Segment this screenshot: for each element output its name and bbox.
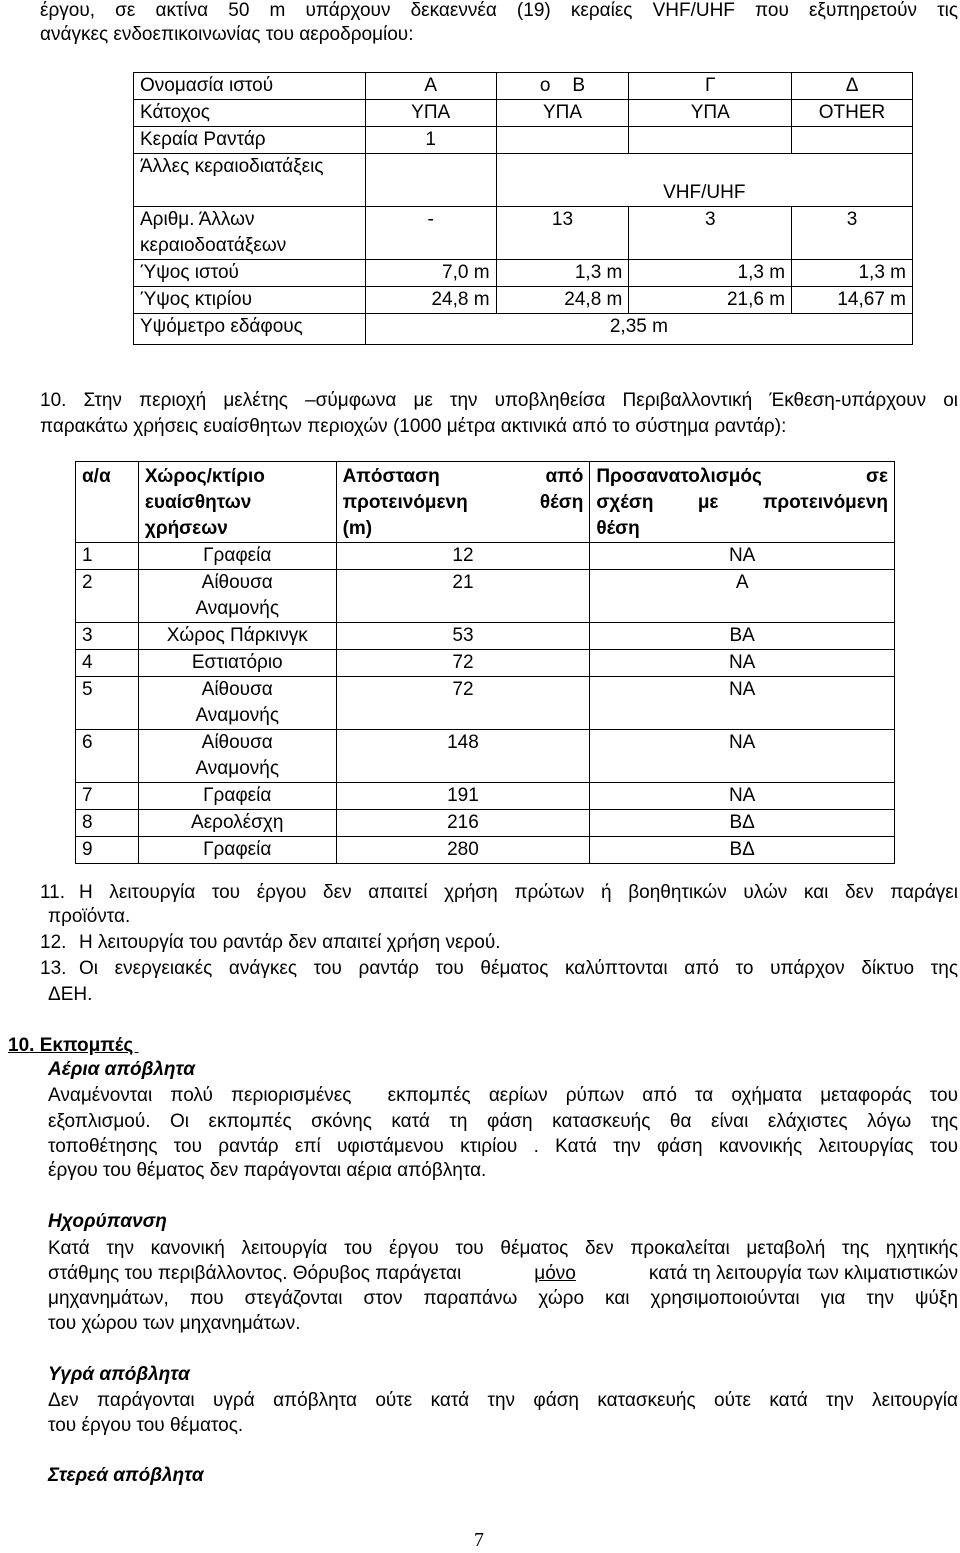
building-height-d: 14,67 m xyxy=(792,287,913,314)
count-label-2: κεραιοδοατάξεων xyxy=(140,235,287,256)
item-11-line-2: προϊόντα. xyxy=(48,906,131,927)
noise-line-4: του χώρου των μηχανημάτων. xyxy=(48,1313,301,1334)
header-dir-3: θέση xyxy=(596,518,640,539)
radar-a: 1 xyxy=(365,127,496,154)
liquid-line-1: Δεν παράγονται υγρά απόβλητα ούτε κατά την φάση κατασκευής ούτε κατά την λειτουργία xyxy=(48,1390,958,1411)
row-place-line-2: Αναμονής xyxy=(195,705,279,726)
row-direction: ΒΔ xyxy=(590,810,895,837)
header-dist-1b: από xyxy=(545,466,584,487)
noise-line-2-underlined: μόνο xyxy=(534,1263,576,1284)
table-row xyxy=(76,730,895,783)
ground-elevation-label: Υψόμετρο εδάφους xyxy=(134,314,366,345)
row-num: 7 xyxy=(76,783,139,810)
item-12-num: 12. xyxy=(40,932,67,953)
noise-line-2a: στάθμης του περιβάλλοντος. Θόρυβος παράγεται xyxy=(48,1263,467,1284)
row-direction: Α xyxy=(590,570,895,623)
solid-waste-title: Στερεά απόβλητα xyxy=(48,1465,204,1486)
building-height-a: 24,8 m xyxy=(365,287,496,314)
item-11-line-1: Η λειτουργία του έργου δεν απαιτεί χρήση πρώτων ή βοηθητικών υλών και δεν παράγει xyxy=(79,882,958,903)
header-dir-2b: με xyxy=(697,492,719,513)
header-dir-2a: σχέση xyxy=(596,492,654,513)
row-direction: ΝΑ xyxy=(590,543,895,570)
row-place-line-1: Αίθουσα xyxy=(201,732,273,753)
owner-d: OTHER xyxy=(792,100,913,127)
row-place xyxy=(138,730,336,783)
row-place xyxy=(138,783,336,810)
mast-table xyxy=(133,72,913,345)
row-place xyxy=(138,543,336,570)
air-waste-title: Αέρια απόβλητα xyxy=(48,1059,196,1080)
count-b: 13 xyxy=(496,207,629,260)
table-row xyxy=(76,810,895,837)
row-distance: 148 xyxy=(336,730,590,783)
row-direction: ΝΑ xyxy=(590,677,895,730)
row-num: 5 xyxy=(76,677,139,730)
air-line-2: εξοπλισμού. Οι εκπομπές σκόνης κατά τη φάση κατασκευής θα είναι ελάχιστες λόγω της xyxy=(48,1111,958,1132)
building-height-b: 24,8 m xyxy=(496,287,629,314)
row-place xyxy=(138,837,336,864)
row-distance: 216 xyxy=(336,810,590,837)
owner-b: ΥΠΑ xyxy=(496,100,629,127)
intro-line-2: ανάγκες ενδοεπικοινωνίας του αεροδρομίου: xyxy=(40,24,414,45)
ground-elevation-value: 2,35 m xyxy=(365,314,912,345)
count-label-1: Αριθμ. Άλλων xyxy=(140,209,255,230)
mast-d: Δ xyxy=(792,73,913,100)
table-row xyxy=(76,570,895,623)
table-row xyxy=(76,783,895,810)
row-place-line-1: Αίθουσα xyxy=(201,679,273,700)
mast-height-a: 7,0 m xyxy=(365,260,496,287)
row-num: 9 xyxy=(76,837,139,864)
header-place-1: Χώρος/κτίριο xyxy=(144,466,265,487)
row-place-line-1: Γραφεία xyxy=(203,785,272,806)
owner-g: ΥΠΑ xyxy=(629,100,792,127)
row-num: 1 xyxy=(76,543,139,570)
sensitive-uses-table xyxy=(75,461,895,864)
row-distance: 280 xyxy=(336,837,590,864)
row-place-line-1: Γραφεία xyxy=(203,545,272,566)
row-distance: 191 xyxy=(336,783,590,810)
count-g: 3 xyxy=(629,207,792,260)
table-row xyxy=(76,837,895,864)
row-num: 4 xyxy=(76,650,139,677)
row-num: 3 xyxy=(76,623,139,650)
noise-line-2b: κατά τη λειτουργία των κλιματιστικών xyxy=(643,1263,958,1284)
air-line-1: Αναμένονται πολύ περιορισμένες εκπομπές αερίων ρύπων από τα οχήματα μεταφοράς του xyxy=(48,1085,958,1106)
para10-line-2: παρακάτω χρήσεις ευαίσθητων περιοχών (1000 μέτρα ακτινικά από το σύστημα ραντάρ): xyxy=(40,416,787,437)
header-num: α/α xyxy=(76,462,139,543)
row-place xyxy=(138,677,336,730)
row-direction: ΝΑ xyxy=(590,783,895,810)
header-dist-1a: Απόσταση xyxy=(342,466,440,487)
row-num: 2 xyxy=(76,570,139,623)
row-distance: 72 xyxy=(336,650,590,677)
mast-g: Γ xyxy=(629,73,792,100)
emissions-heading: 10. Εκπομπές xyxy=(8,1035,139,1056)
row-place-line-1: Αερολέσχη xyxy=(191,812,284,833)
row-num: 6 xyxy=(76,730,139,783)
header-dir-1a: Προσανατολισμός xyxy=(596,466,762,487)
owner-label: Κάτοχος xyxy=(134,100,366,127)
air-line-4: έργου του θέματος δεν παράγονται αέρια απόβλητα. xyxy=(48,1160,487,1181)
radar-label: Κεραία Ραντάρ xyxy=(134,127,366,154)
row-distance: 12 xyxy=(336,543,590,570)
table-row xyxy=(76,543,895,570)
mast-height-b: 1,3 m xyxy=(496,260,629,287)
liquid-waste-title: Υγρά απόβλητα xyxy=(48,1364,190,1385)
liquid-line-2: του έργου του θέματος. xyxy=(48,1415,244,1436)
count-a: - xyxy=(365,207,496,260)
row-distance: 72 xyxy=(336,677,590,730)
header-place-2: ευαίσθητων xyxy=(144,492,252,513)
row-place xyxy=(138,650,336,677)
noise-line-1: Κατά την κανονική λειτουργία του έργου του θέματος δεν προκαλείται μεταβολή της ηχητικής xyxy=(48,1238,958,1259)
item-12-line-1: Η λειτουργία του ραντάρ δεν απαιτεί χρήση νερού. xyxy=(79,932,501,953)
row-direction: ΒΔ xyxy=(590,837,895,864)
row-place-line-1: Εστιατόριο xyxy=(191,652,283,673)
header-dist-3: (m) xyxy=(342,518,373,539)
item-11-num: 11. xyxy=(40,882,66,903)
row-place-line-1: Αίθουσα xyxy=(201,572,273,593)
header-dist-2b: θέση xyxy=(539,492,584,513)
row-num: 8 xyxy=(76,810,139,837)
noise-line-3: μηχανημάτων, που στεγάζονται στον παραπάνω χώρο και χρησιμοποιούνται για την ψύξη xyxy=(48,1288,958,1309)
noise-title: Ηχορύπανση xyxy=(48,1211,167,1232)
row-place-line-1: Χώρος Πάρκινγκ xyxy=(166,625,308,646)
page-number: 7 xyxy=(474,1529,484,1551)
header-dir-1b: σε xyxy=(865,466,888,487)
mast-height-label: Ύψος ιστού xyxy=(134,260,366,287)
row-distance: 53 xyxy=(336,623,590,650)
building-height-label: Ύψος κτιρίου xyxy=(134,287,366,314)
row-place xyxy=(138,623,336,650)
table-row xyxy=(76,623,895,650)
vhf-label: VHF/UHF xyxy=(496,154,912,207)
mast-height-g: 1,3 m xyxy=(629,260,792,287)
mast-name-label: Ονομασία ιστού xyxy=(134,73,366,100)
row-direction: ΝΑ xyxy=(590,650,895,677)
item-13-num: 13. xyxy=(40,958,67,979)
row-place xyxy=(138,570,336,623)
header-place-3: χρήσεων xyxy=(144,518,228,539)
intro-line-1: έργου, σε ακτίνα 50 m υπάρχουν δεκαεννέα (19) κεραίες VHF/UHF που εξυπηρετούν τις xyxy=(40,0,958,21)
item-13-line-2: ΔΕΗ. xyxy=(48,984,93,1005)
table-row xyxy=(76,677,895,730)
item-13-line-1: Οι ενεργειακές ανάγκες του ραντάρ του θέματος καλύπτονται από το υπάρχον δίκτυο της xyxy=(79,958,958,979)
row-place-line-2: Αναμονής xyxy=(195,758,279,779)
header-dir-2c: προτεινόμενη xyxy=(762,492,888,513)
owner-a: ΥΠΑ xyxy=(365,100,496,127)
row-place xyxy=(138,810,336,837)
noise-line-2 xyxy=(48,1261,958,1287)
row-place-line-1: Γραφεία xyxy=(203,839,272,860)
header-dist-2a: προτεινόμενη xyxy=(342,492,468,513)
mast-height-d: 1,3 m xyxy=(792,260,913,287)
air-line-3: τοποθέτησης του ραντάρ επί υφιστάμενου κτιρίου . Κατά την φάση κανονικής λειτουργίας του xyxy=(48,1136,958,1157)
row-direction: ΒΑ xyxy=(590,623,895,650)
row-distance: 21 xyxy=(336,570,590,623)
row-place-line-2: Αναμονής xyxy=(195,598,279,619)
mast-a: Α xyxy=(365,73,496,100)
para10-line-1: 10. Στην περιοχή μελέτης –σύμφωνα με την υποβληθείσα Περιβαλλοντική Έκθεση-υπάρχουν οι xyxy=(40,390,958,411)
count-d: 3 xyxy=(792,207,913,260)
building-height-g: 21,6 m xyxy=(629,287,792,314)
row-direction: ΝΑ xyxy=(590,730,895,783)
mast-o: o xyxy=(539,75,551,96)
other-antennas-label: Άλλες κεραιοδιατάξεις xyxy=(134,154,366,207)
mast-b: Β xyxy=(572,75,586,96)
table-row xyxy=(76,650,895,677)
